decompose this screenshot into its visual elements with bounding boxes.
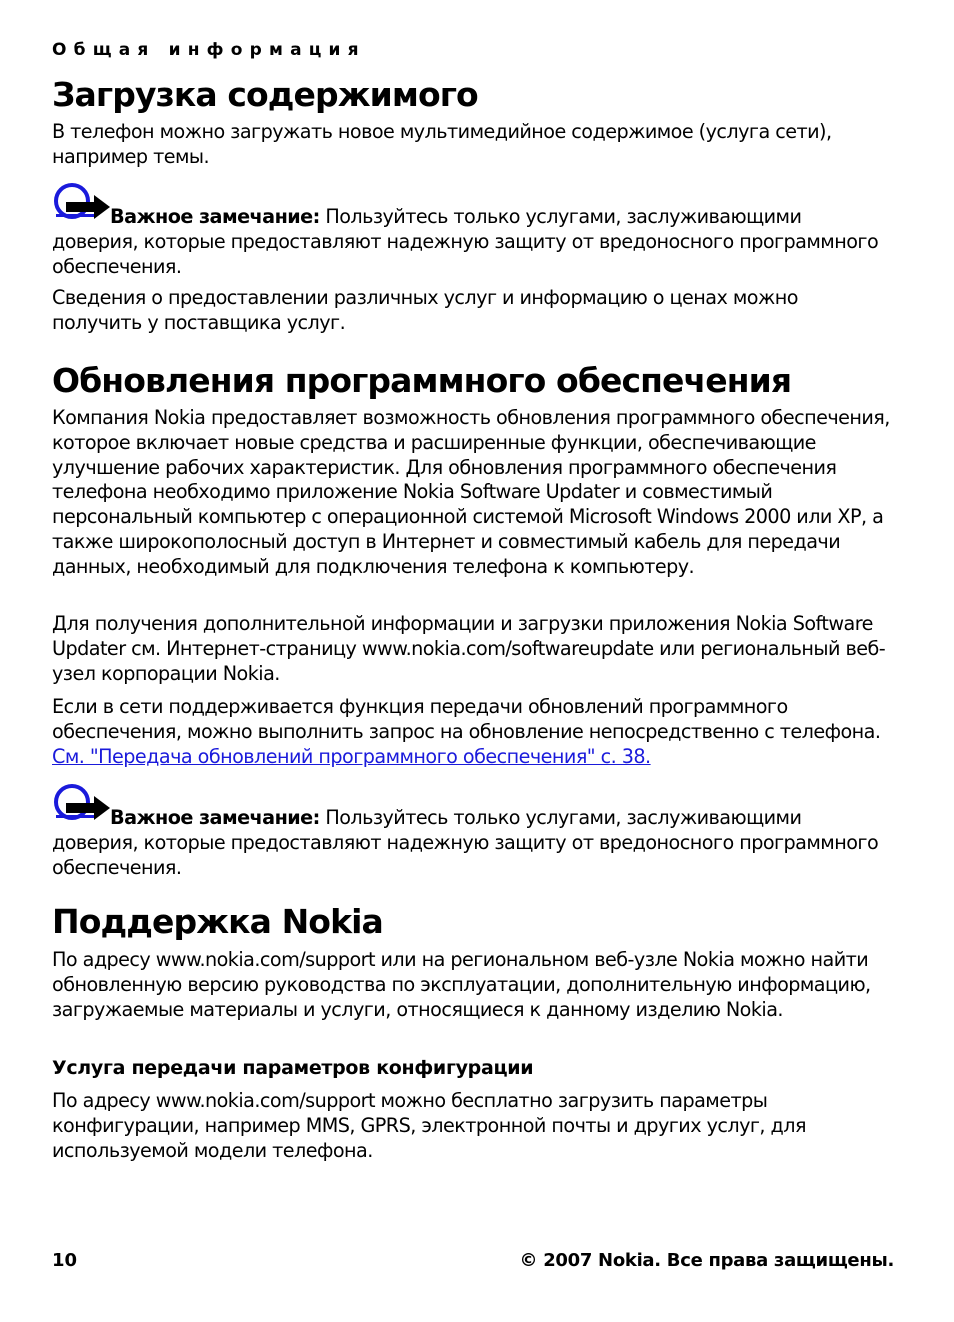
note-text: Пользуйтесь только услугами, заслуживающими доверия, которые предоставляют надежную защиту от вредоносного программного обеспечения. (52, 205, 879, 278)
section-title-content-download: Загрузка содержимого (52, 75, 478, 114)
section-title-software-updates: Обновления программного обеспечения (52, 361, 792, 400)
paragraph: Сведения о предоставлении различных услуг и информацию о ценах можно получить у поставщика услуг. (52, 286, 798, 334)
paragraph-text: Если в сети поддерживается функция передачи обновлений программного обеспечения, можно выполнить запрос на обновление непосредственно с телефона. (52, 695, 881, 743)
subsection-title: Услуга передачи параметров конфигурации (52, 1057, 534, 1079)
section-title-nokia-support: Поддержка Nokia (52, 902, 383, 941)
paragraph: Для получения дополнительной информации и загрузки приложения Nokia Software Updater см. Интернет-страницу www.nokia.com/softwareupdate или региональный веб-узел корпорации Nokia. (52, 612, 886, 685)
note-label: Важное замечание: (110, 205, 320, 228)
cross-reference-link[interactable]: См. "Передача обновлений программного обеспечения" с. 38. (52, 744, 651, 768)
paragraph: По адресу www.nokia.com/support или на региональном веб-узле Nokia можно найти обновленную версию руководства по эксплуатации, дополнительную информацию, загружаемые материалы и услуги, относящиеся к данному изделию Nokia. (52, 948, 871, 1021)
paragraph (52, 695, 892, 769)
paragraph: По адресу www.nokia.com/support можно бесплатно загрузить параметры конфигурации, например MMS, GPRS, электронной почты и других услуг, для используемой модели телефона. (52, 1089, 806, 1162)
note-text: Пользуйтесь только услугами, заслуживающими доверия, которые предоставляют надежную защиту от вредоносного программного обеспечения. (52, 806, 879, 879)
page-number: 10 (52, 1250, 78, 1271)
running-header: Общая информация (52, 40, 366, 60)
note-label: Важное замечание: (110, 806, 320, 829)
paragraph: Компания Nokia предоставляет возможность обновления программного обеспечения, которое включает новые средства и расширенные функции, обеспечивающие улучшение рабочих характеристик. Для обновления программного обеспечения телефона необходимо приложение Nokia Software Updater и совместимый персональный компьютер с операционной системой Microsoft Windows 2000 или XP, а также широкополосный доступ в Интернет и совместимый кабель для передачи данных, необходимый для подключения телефона к компьютеру. (52, 406, 890, 578)
paragraph: В телефон можно загружать новое мультимедийное содержимое (услуга сети), например темы. (52, 120, 832, 168)
copyright: © 2007 Nokia. Все права защищены. (519, 1250, 894, 1271)
